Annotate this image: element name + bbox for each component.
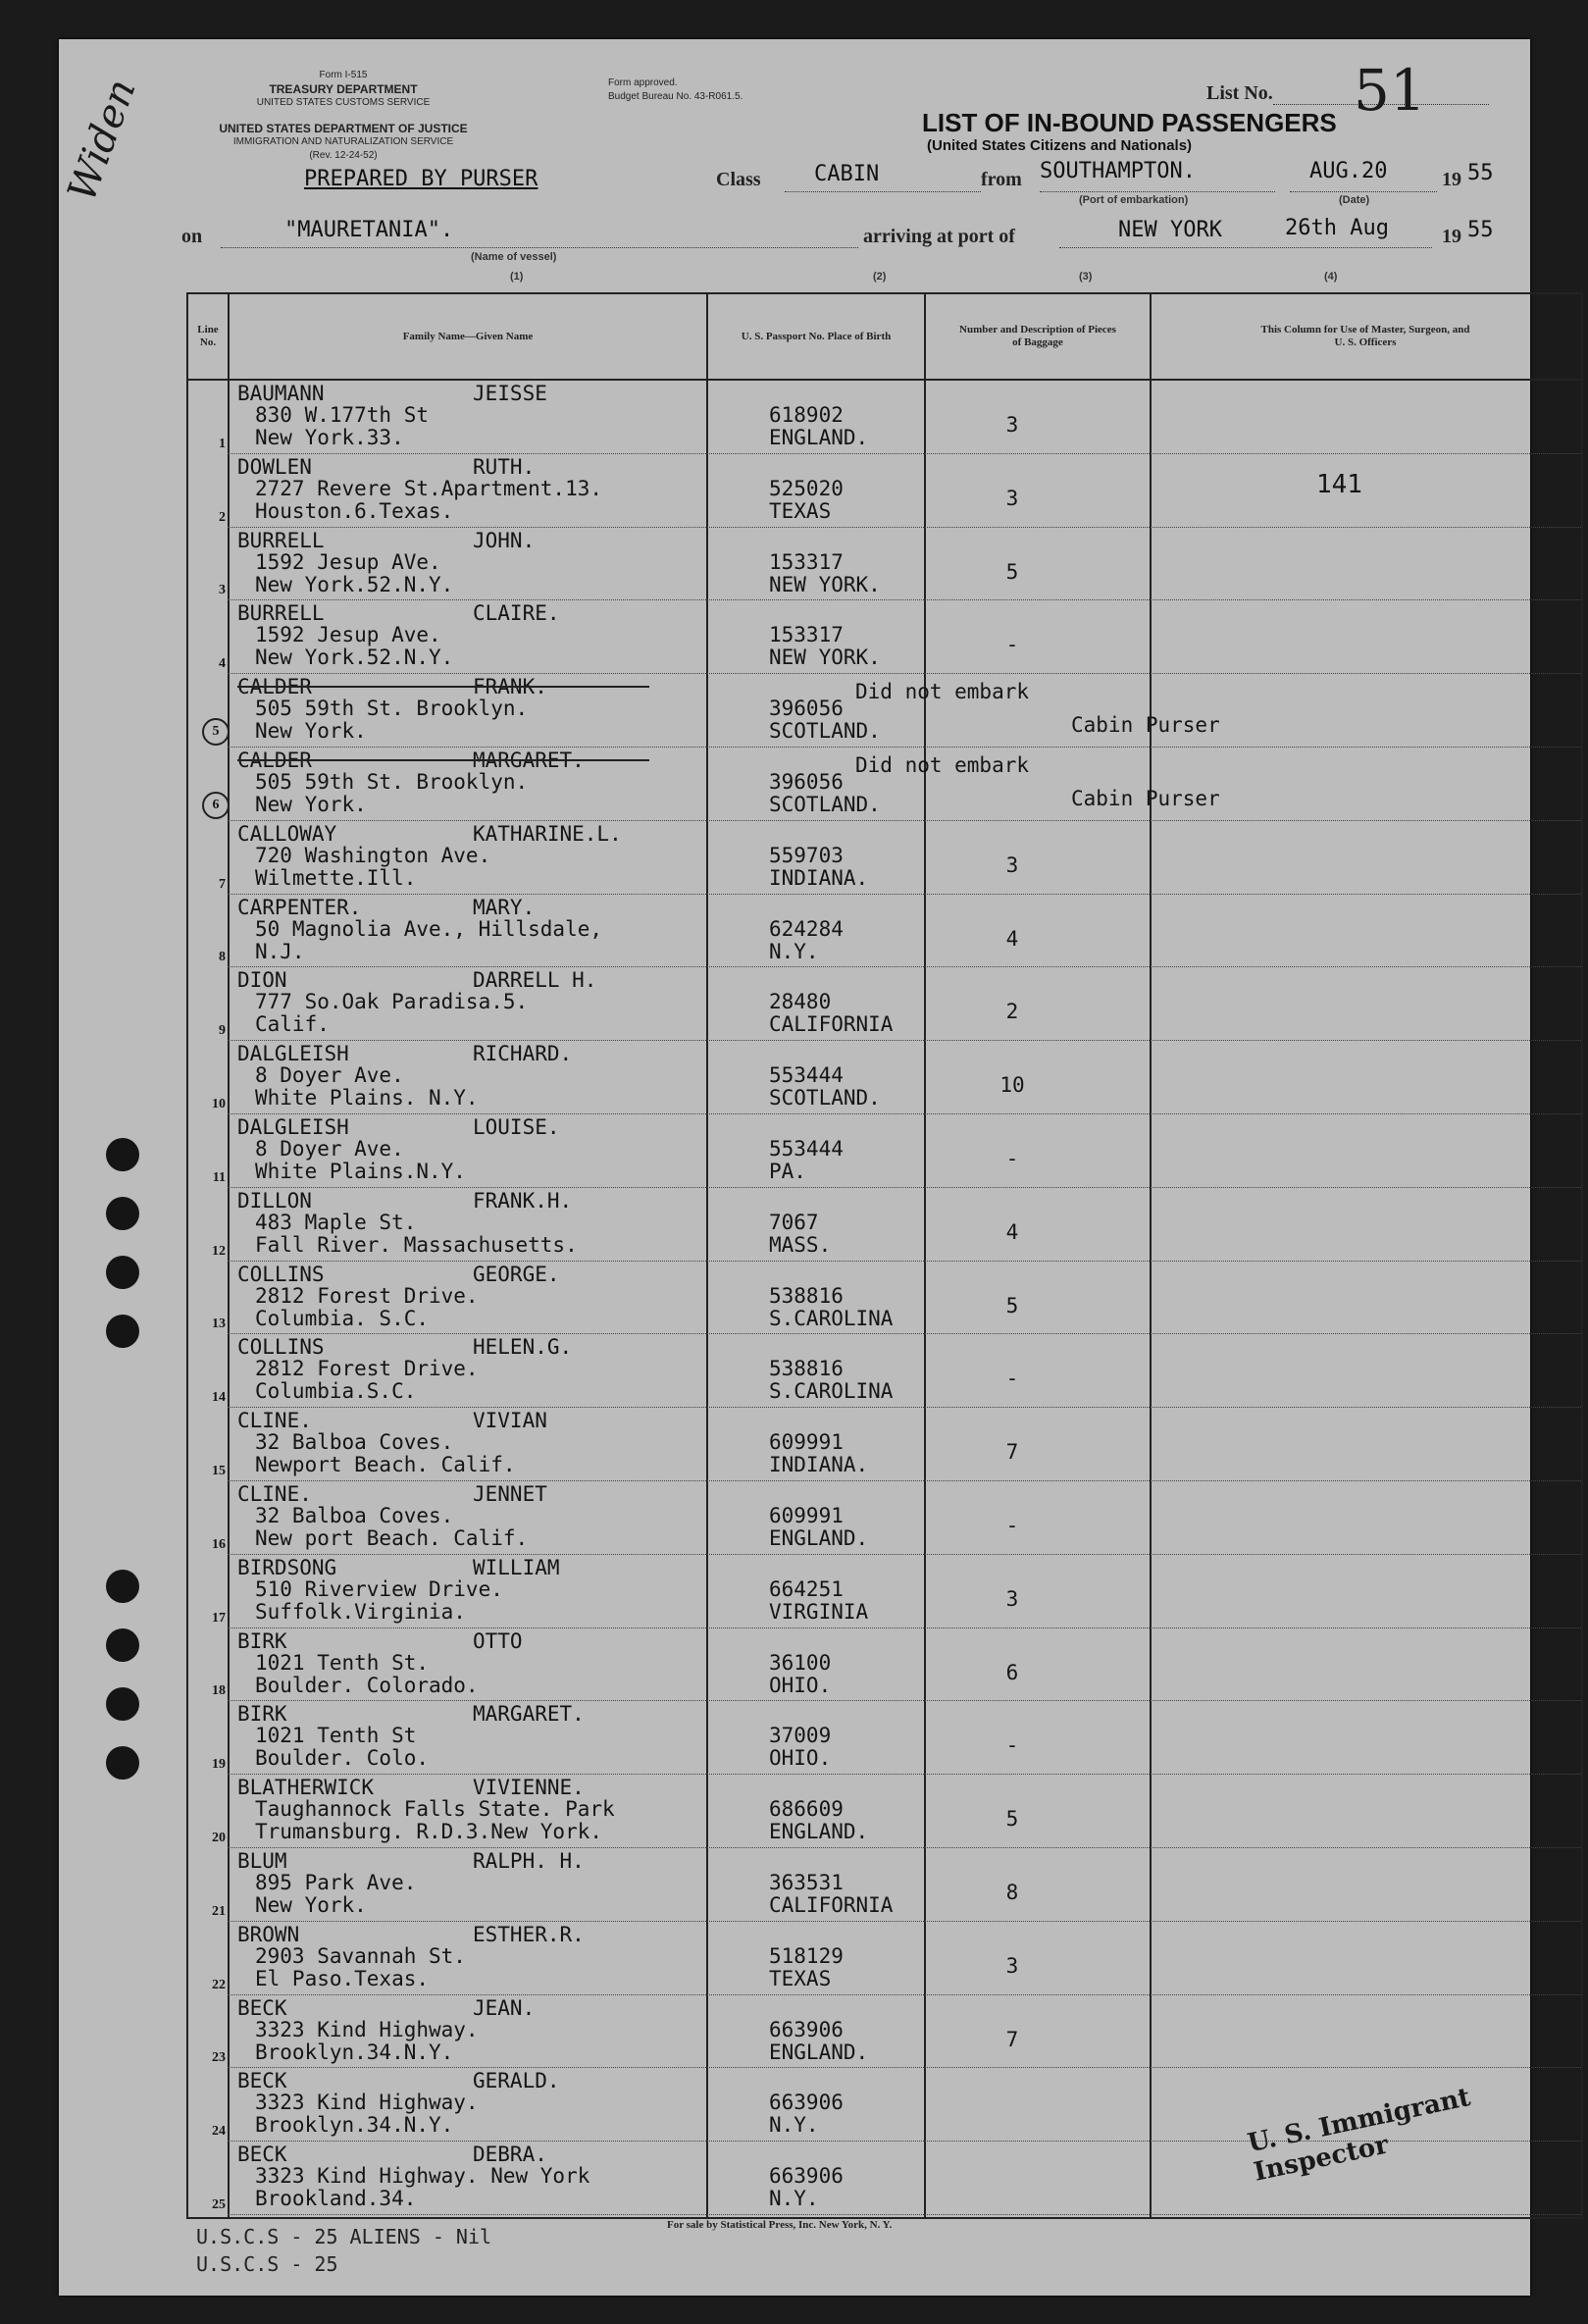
approval-block (608, 77, 743, 104)
family-name: CLINE. (237, 1482, 312, 1506)
baggage-count: 4 (1005, 926, 1019, 951)
table-row (188, 600, 1581, 674)
address-line-1: 2812 Forest Drive. (255, 1283, 479, 1308)
place-of-birth: SCOTLAND. (769, 1086, 881, 1110)
strike-through (237, 759, 649, 761)
table-row (188, 1555, 1581, 1628)
line-number: 17 (212, 1610, 226, 1626)
printer-note: For sale by Statistical Press, Inc. New York, N. Y. (667, 2219, 893, 2231)
table-row (188, 1922, 1581, 1995)
baggage-count: 5 (1005, 1807, 1019, 1832)
address-line-1: 50 Magnolia Ave., Hillsdale, (255, 916, 603, 941)
passport-number: 618902 (769, 403, 844, 427)
line-number: 14 (212, 1390, 226, 1406)
passport-number: 37009 (769, 1724, 832, 1748)
line-number: 5 (202, 718, 230, 746)
given-name: GEORGE. (473, 1262, 560, 1286)
family-name: BROWN (237, 1922, 300, 1946)
place-of-birth: ENGLAND. (769, 1820, 869, 1844)
table-row (188, 1481, 1581, 1555)
baggage-count: - (1005, 1733, 1019, 1758)
address-line-1: 720 Washington Ave. (255, 843, 491, 867)
address-line-2: Calif. (255, 1012, 330, 1037)
margin-handwriting: Widen (59, 73, 145, 208)
family-name: CALLOWAY (237, 821, 337, 846)
given-name: ESTHER.R. (473, 1922, 585, 1946)
passport-number: 663906 (769, 2017, 844, 2041)
given-name: MARGARET. (473, 749, 585, 772)
place-of-birth: VIRGINIA (769, 1599, 869, 1624)
passport-number: 559703 (769, 843, 844, 867)
line-number: 13 (212, 1317, 226, 1332)
line-number: 12 (212, 1243, 226, 1259)
baggage-count: - (1005, 633, 1019, 657)
address-line-2: New York.52.N.Y. (255, 646, 454, 670)
family-name: BECK (237, 2143, 287, 2167)
baggage-count: 2 (1005, 1000, 1019, 1024)
line-number: 16 (212, 1536, 226, 1552)
address-line-2: Houston.6.Texas. (255, 498, 454, 523)
baggage-count: 8 (1005, 1881, 1019, 1904)
family-name: BIRK (237, 1628, 287, 1653)
line-number: 20 (212, 1830, 226, 1845)
agency-block (245, 69, 441, 110)
place-of-birth: OHIO. (769, 1673, 832, 1697)
from-line (1040, 191, 1275, 192)
given-name: VIVIENNE. (473, 1776, 585, 1800)
family-name: CLINE. (237, 1409, 312, 1433)
family-name: BURRELL (237, 528, 325, 552)
address-line-2: Columbia. S.C. (255, 1306, 430, 1330)
line-number: 3 (219, 583, 226, 598)
address-line-2: New York. (255, 1893, 367, 1917)
class-value: CABIN (814, 162, 880, 186)
header-line-no: Line No. (197, 324, 219, 348)
given-name: VIVIAN (473, 1409, 547, 1433)
column-caption-2: (2) (873, 271, 887, 283)
arriving-label: arriving at port of (863, 226, 1015, 247)
family-name: BLATHERWICK (237, 1776, 375, 1800)
list-no-value: 51 (1354, 57, 1426, 124)
officer-note: Did not embark (855, 753, 1030, 777)
family-name: BAUMANN (237, 382, 325, 405)
place-of-birth: S.CAROLINA (769, 1379, 894, 1404)
family-name: DALGLEISH (237, 1115, 349, 1139)
family-name: BIRK (237, 1702, 287, 1727)
address-line-2: El Paso.Texas. (255, 1966, 430, 1990)
revision: (Rev. 12-24-52) (309, 150, 378, 161)
family-name: CALDER (237, 675, 312, 699)
form-approved: Form approved. (608, 77, 678, 88)
punch-hole (106, 1746, 139, 1780)
line-number: 21 (212, 1903, 226, 1919)
address-line-2: New York.33. (255, 426, 404, 449)
address-line-2: New York. (255, 793, 367, 816)
treasury-dept: TREASURY DEPARTMENT (269, 82, 418, 96)
address-line-2: Boulder. Colorado. (255, 1673, 479, 1697)
vessel-caption: (Name of vessel) (471, 251, 557, 263)
place-of-birth: OHIO. (769, 1746, 832, 1771)
passport-number: 553444 (769, 1137, 844, 1161)
header-baggage: Number and Description of Pieces of Baggage (959, 324, 1116, 348)
column-caption-3: (3) (1079, 271, 1093, 283)
place-of-birth: N.Y. (769, 939, 819, 963)
address-line-2: Brookland.34. (255, 2187, 417, 2211)
baggage-count: 3 (1005, 1586, 1019, 1611)
address-line-2: Trumansburg. R.D.3.New York. (255, 1820, 603, 1844)
punch-hole (106, 1628, 139, 1662)
column-caption-1: (1) (510, 271, 524, 283)
arrival-date: 26th Aug (1285, 216, 1389, 240)
given-name: MARGARET. (473, 1702, 585, 1727)
vessel-value: "MAURETANIA". (284, 218, 454, 242)
table-row (188, 1334, 1581, 1408)
line-number: 24 (212, 2124, 226, 2140)
passport-number: 609991 (769, 1430, 844, 1455)
table-row (188, 967, 1581, 1041)
passport-number: 518129 (769, 1943, 844, 1968)
baggage-count: 5 (1005, 559, 1019, 584)
place-of-birth: ENGLAND. (769, 1526, 869, 1550)
address-line-1: 2903 Savannah St. (255, 1943, 466, 1968)
header-officers: This Column for Use of Master, Surgeon, and U. S. Officers (1260, 324, 1470, 348)
family-name: COLLINS (237, 1335, 325, 1360)
address-line-1: 3323 Kind Highway. (255, 2091, 479, 2115)
place-of-birth: CALIFORNIA (769, 1012, 894, 1037)
date-caption: (Date) (1339, 194, 1370, 206)
given-name: CLAIRE. (473, 601, 560, 626)
justice-block (196, 122, 490, 163)
officer-note: Did not embark (855, 680, 1030, 704)
vessel-line (221, 247, 858, 248)
passport-number: 153317 (769, 623, 844, 647)
place-of-birth: S.CAROLINA (769, 1306, 894, 1330)
address-line-2: White Plains.N.Y. (255, 1160, 466, 1183)
budget-bureau: Budget Bureau No. 43-R061.5. (608, 91, 743, 102)
passport-number: 553444 (769, 1063, 844, 1088)
table-row (188, 1701, 1581, 1775)
given-name: GERALD. (473, 2069, 560, 2093)
table-row (188, 1114, 1581, 1188)
given-name: MARY. (473, 895, 536, 919)
family-name: BIRDSONG (237, 1555, 337, 1579)
baggage-count: - (1005, 1367, 1019, 1391)
place-of-birth: SCOTLAND. (769, 719, 881, 744)
line-number: 11 (212, 1169, 226, 1185)
baggage-count: 5 (1005, 1293, 1019, 1317)
passport-number: 686609 (769, 1797, 844, 1822)
passport-number: 664251 (769, 1576, 844, 1601)
form-number: Form I-515 (319, 70, 368, 80)
line-number: 23 (212, 2050, 226, 2066)
given-name: OTTO (473, 1628, 523, 1653)
address-line-1: 3323 Kind Highway. (255, 2017, 479, 2041)
baggage-count: 3 (1005, 852, 1019, 877)
passport-number: 663906 (769, 2164, 844, 2189)
from-label: from (981, 169, 1022, 190)
given-name: KATHARINE.L. (473, 821, 622, 846)
punch-hole (106, 1197, 139, 1230)
given-name: FRANK.H. (473, 1188, 573, 1213)
baggage-count: 10 (999, 1073, 1025, 1098)
given-name: JOHN. (473, 528, 536, 552)
address-line-1: 510 Riverview Drive. (255, 1576, 503, 1601)
arrival-year: 55 (1467, 218, 1494, 242)
address-line-1: 3323 Kind Highway. New York (255, 2164, 590, 2189)
ins-service: IMMIGRATION AND NATURALIZATION SERVICE (232, 136, 454, 147)
table-row (188, 1041, 1581, 1114)
address-line-2: Wilmette.Ill. (255, 865, 417, 890)
passport-number: 538816 (769, 1283, 844, 1308)
family-name: BLUM (237, 1849, 287, 1873)
table-row (188, 1628, 1581, 1702)
address-line-2: Newport Beach. Calif. (255, 1453, 516, 1477)
address-line-1: 8 Doyer Ave. (255, 1063, 404, 1088)
line-number: 1 (219, 436, 226, 451)
punch-hole (106, 1315, 139, 1348)
class-label: Class (716, 169, 761, 190)
punch-hole (106, 1570, 139, 1603)
on-label: on (181, 226, 203, 247)
port-caption: (Port of embarkation) (1079, 194, 1189, 206)
family-name: CALDER (237, 749, 312, 772)
family-name: BECK (237, 2069, 287, 2093)
place-of-birth: PA. (769, 1160, 806, 1183)
line-number: 6 (202, 792, 230, 819)
officer-note-2: Cabin Purser (1071, 713, 1220, 738)
passport-number: 538816 (769, 1357, 844, 1381)
baggage-count: 7 (1005, 1440, 1019, 1465)
family-name: COLLINS (237, 1262, 325, 1286)
line-number: 15 (212, 1463, 226, 1478)
table-row (188, 674, 1581, 748)
page-title: LIST OF IN-BOUND PASSENGERS (922, 108, 1337, 137)
baggage-count: 3 (1005, 413, 1019, 437)
header-passport: U. S. Passport No. Place of Birth (741, 330, 892, 342)
table-row (188, 1775, 1581, 1848)
address-line-1: 8 Doyer Ave. (255, 1137, 404, 1161)
place-of-birth: MASS. (769, 1232, 832, 1257)
table-row (188, 1848, 1581, 1922)
footer-counts: U.S.C.S - 25 ALIENS - Nil (196, 2225, 492, 2248)
family-name: DILLON (237, 1188, 312, 1213)
passport-number: 153317 (769, 549, 844, 574)
punch-hole (106, 1256, 139, 1289)
address-line-1: 777 So.Oak Paradisa.5. (255, 990, 529, 1014)
passport-number: 363531 (769, 1871, 844, 1894)
address-line-1: 32 Balboa Coves. (255, 1430, 454, 1455)
baggage-count: 7 (1005, 2027, 1019, 2051)
address-line-2: New York.52.N.Y. (255, 572, 454, 596)
place-of-birth: NEW YORK. (769, 572, 881, 596)
table-row (188, 528, 1581, 601)
given-name: RICHARD. (473, 1042, 573, 1066)
passport-number: 609991 (769, 1504, 844, 1527)
family-name: DION (237, 968, 287, 993)
family-name: CARPENTER. (237, 895, 362, 919)
address-line-1: Taughannock Falls State. Park (255, 1797, 615, 1822)
given-name: JENNET (473, 1482, 547, 1506)
table-row (188, 454, 1581, 528)
strike-through (237, 686, 649, 688)
footer-counts-2: U.S.C.S - 25 (196, 2252, 338, 2276)
column-caption-4: (4) (1324, 271, 1338, 283)
place-of-birth: INDIANA. (769, 865, 869, 890)
family-name: BECK (237, 1995, 287, 2020)
given-name: FRANK. (473, 675, 547, 699)
given-name: DARRELL H. (473, 968, 597, 993)
address-line-1: 1021 Tenth St (255, 1724, 417, 1748)
line-number: 4 (219, 656, 226, 672)
family-name: DOWLEN (237, 454, 312, 479)
arrival-year-prefix: 19 (1442, 226, 1461, 247)
address-line-2: Fall River. Massachusetts. (255, 1232, 578, 1257)
table-row (188, 381, 1581, 454)
officer-note: 141 (1316, 469, 1362, 499)
given-name: JEAN. (473, 1995, 536, 2020)
given-name: DEBRA. (473, 2143, 547, 2167)
place-of-birth: CALIFORNIA (769, 1893, 894, 1917)
passport-number: 28480 (769, 990, 832, 1014)
table-row (188, 1995, 1581, 2069)
year-value: 55 (1467, 161, 1494, 185)
list-no-label: List No. (1206, 82, 1273, 104)
given-name: RUTH. (473, 454, 536, 479)
family-name: DALGLEISH (237, 1042, 349, 1066)
inspector-stamp: U. S. Immigrant Inspector (1245, 2082, 1473, 2188)
given-name: LOUISE. (473, 1115, 560, 1139)
address-line-1: 32 Balboa Coves. (255, 1504, 454, 1527)
place-of-birth: N.Y. (769, 2187, 819, 2211)
address-line-2: White Plains. N.Y. (255, 1086, 479, 1110)
arrival-line (1059, 247, 1432, 248)
place-of-birth: ENGLAND. (769, 426, 869, 449)
address-line-1: 895 Park Ave. (255, 1871, 417, 1894)
baggage-count: 4 (1005, 1219, 1019, 1244)
given-name: WILLIAM (473, 1555, 560, 1579)
address-line-2: Columbia.S.C. (255, 1379, 417, 1404)
place-of-birth: TEXAS (769, 1966, 832, 1990)
class-line (785, 191, 981, 192)
address-line-1: 830 W.177th St (255, 403, 430, 427)
place-of-birth: INDIANA. (769, 1453, 869, 1477)
prepared-by: PREPARED BY PURSER (304, 167, 538, 191)
baggage-count: 3 (1005, 486, 1019, 510)
justice-dept: UNITED STATES DEPARTMENT OF JUSTICE (219, 122, 468, 135)
passport-number: 396056 (769, 770, 844, 794)
address-line-1: 505 59th St. Brooklyn. (255, 770, 529, 794)
passport-number: 525020 (769, 476, 844, 500)
address-line-1: 2812 Forest Drive. (255, 1357, 479, 1381)
punch-hole (106, 1138, 139, 1171)
place-of-birth: NEW YORK. (769, 646, 881, 670)
given-name: HELEN.G. (473, 1335, 573, 1360)
line-number: 25 (212, 2196, 226, 2212)
line-number: 10 (212, 1096, 226, 1111)
address-line-2: Brooklyn.34.N.Y. (255, 2113, 454, 2138)
table-row (188, 1188, 1581, 1262)
baggage-count: 3 (1005, 1953, 1019, 1978)
address-line-1: 1592 Jesup AVe. (255, 549, 441, 574)
passport-number: 663906 (769, 2091, 844, 2115)
line-number: 22 (212, 1977, 226, 1992)
row-rule (228, 2214, 1581, 2215)
table-row (188, 1408, 1581, 1481)
given-name: JEISSE (473, 382, 547, 405)
address-line-2: N.J. (255, 939, 305, 963)
address-line-2: Brooklyn.34.N.Y. (255, 2040, 454, 2064)
address-line-2: New port Beach. Calif. (255, 1526, 529, 1550)
header-name: Family Name—Given Name (402, 330, 534, 342)
address-line-1: 1021 Tenth St. (255, 1650, 430, 1675)
passport-number: 624284 (769, 916, 844, 941)
date-line (1290, 191, 1437, 192)
passport-number: 7067 (769, 1210, 819, 1234)
table-row (188, 895, 1581, 968)
from-value: SOUTHAMPTON. (1040, 159, 1196, 183)
address-line-1: 483 Maple St. (255, 1210, 417, 1234)
family-name: BURRELL (237, 601, 325, 626)
punch-hole (106, 1687, 139, 1721)
line-number: 18 (212, 1683, 226, 1699)
table-row (188, 821, 1581, 895)
address-line-2: Suffolk.Virginia. (255, 1599, 466, 1624)
place-of-birth: ENGLAND. (769, 2040, 869, 2064)
given-name: RALPH. H. (473, 1849, 585, 1873)
line-number: 2 (219, 509, 226, 525)
passport-number: 36100 (769, 1650, 832, 1675)
address-line-1: 1592 Jesup Ave. (255, 623, 441, 647)
line-number: 9 (219, 1023, 226, 1039)
passenger-table (186, 292, 1583, 2219)
table-row (188, 748, 1581, 821)
baggage-count: - (1005, 1514, 1019, 1537)
passport-number: 396056 (769, 697, 844, 721)
officer-note-2: Cabin Purser (1071, 787, 1220, 810)
place-of-birth: SCOTLAND. (769, 793, 881, 816)
date-value: AUG.20 (1309, 159, 1388, 183)
place-of-birth: TEXAS (769, 498, 832, 523)
customs-service: UNITED STATES CUSTOMS SERVICE (256, 97, 431, 108)
address-line-1: 2727 Revere St.Apartment.13. (255, 476, 603, 500)
line-number: 19 (212, 1757, 226, 1773)
address-line-1: 505 59th St. Brooklyn. (255, 697, 529, 721)
address-line-2: New York. (255, 719, 367, 744)
place-of-birth: N.Y. (769, 2113, 819, 2138)
manifest-sheet (59, 39, 1530, 2296)
year-prefix: 19 (1442, 169, 1461, 190)
address-line-2: Boulder. Colo. (255, 1746, 430, 1771)
line-number: 8 (219, 950, 226, 965)
table-row (188, 1262, 1581, 1335)
baggage-count: 6 (1005, 1660, 1019, 1684)
arrival-port: NEW YORK (1118, 218, 1222, 242)
baggage-count: - (1005, 1147, 1019, 1170)
page-subtitle: (United States Citizens and Nationals) (927, 137, 1193, 154)
line-number: 7 (219, 876, 226, 892)
